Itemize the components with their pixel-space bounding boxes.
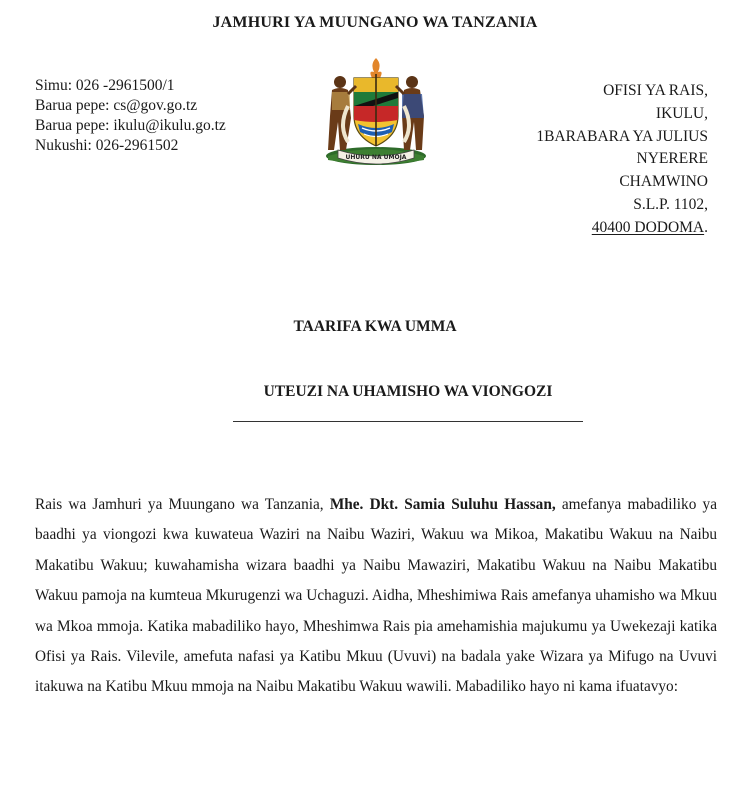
address-end-punct: . [704, 218, 708, 236]
notice-title: TAARIFA KWA UMMA [293, 318, 457, 335]
email-line-1: Barua pepe: cs@gov.go.tz [35, 97, 198, 114]
notice-subject: UTEUZI NA UHAMISHO WA VIONGOZI [263, 383, 553, 400]
body-text: amefanya mabadiliko ya baadhi ya viongozi kwa kuwateua Waziri na Naibu Waziri, Wakuu wa Mikoa, Makatibu Wakuu na Naibu Makatibu Wakuu; kuwahamisha wizara baadhi ya Naibu Mawaziri, Makatibu Wakuu na Naibu Makatibu Wakuu pamoja na kumteua Mkurugenzi wa Uchaguzi. Aidha, Mheshimiwa Rais amefanya uhamisho wa Mkuu wa Mkoa mmoja. Katika mabadiliko hayo, Mheshimwa Rais pia amehamishia majukumu ya Uwekezaji katika Ofisi ya Rais. Vilevile, amefuta nafasi ya Katibu Mkuu (Uvuvi) na badala yake Wizara ya Mifugo na Uvuvi itakuwa na Katibu Mkuu mmoja na Naibu Makatibu Wakuu wawili. Mabadiliko hayo ni kama ifuatavyo: [35, 496, 717, 696]
address-line-4: NYERERE [636, 150, 708, 168]
postal-code-city: 40400 DODOMA [591, 218, 705, 236]
country-title: JAMHURI YA MUUNGANO WA TANZANIA [212, 14, 538, 31]
title-underline [233, 421, 583, 422]
address-line-5: CHAMWINO [619, 173, 708, 191]
body-intro: Rais wa Jamhuri ya Muungano wa Tanzania, [35, 496, 330, 513]
body-paragraph [35, 490, 717, 703]
address-line-1: OFISI YA RAIS, [603, 82, 708, 99]
office-address [468, 80, 708, 240]
contact-details [35, 76, 226, 156]
tanzania-coat-of-arms-icon [318, 52, 434, 170]
address-line-3: 1BARABARA YA JULIUS [536, 127, 708, 145]
president-name: Mhe. Dkt. Samia Suluhu Hassan, [329, 496, 556, 513]
emblem-motto: UHURU NA UMOJA [345, 154, 407, 161]
address-line-6: S.L.P. 1102, [633, 195, 708, 213]
fax-line: Nukushi: 026-2961502 [35, 137, 179, 154]
address-line-2: IKULU, [655, 104, 708, 122]
email-line-2: Barua pepe: ikulu@ikulu.go.tz [35, 117, 226, 134]
phone-line: Simu: 026 -2961500/1 [35, 77, 175, 94]
address-line-7 [468, 217, 708, 240]
